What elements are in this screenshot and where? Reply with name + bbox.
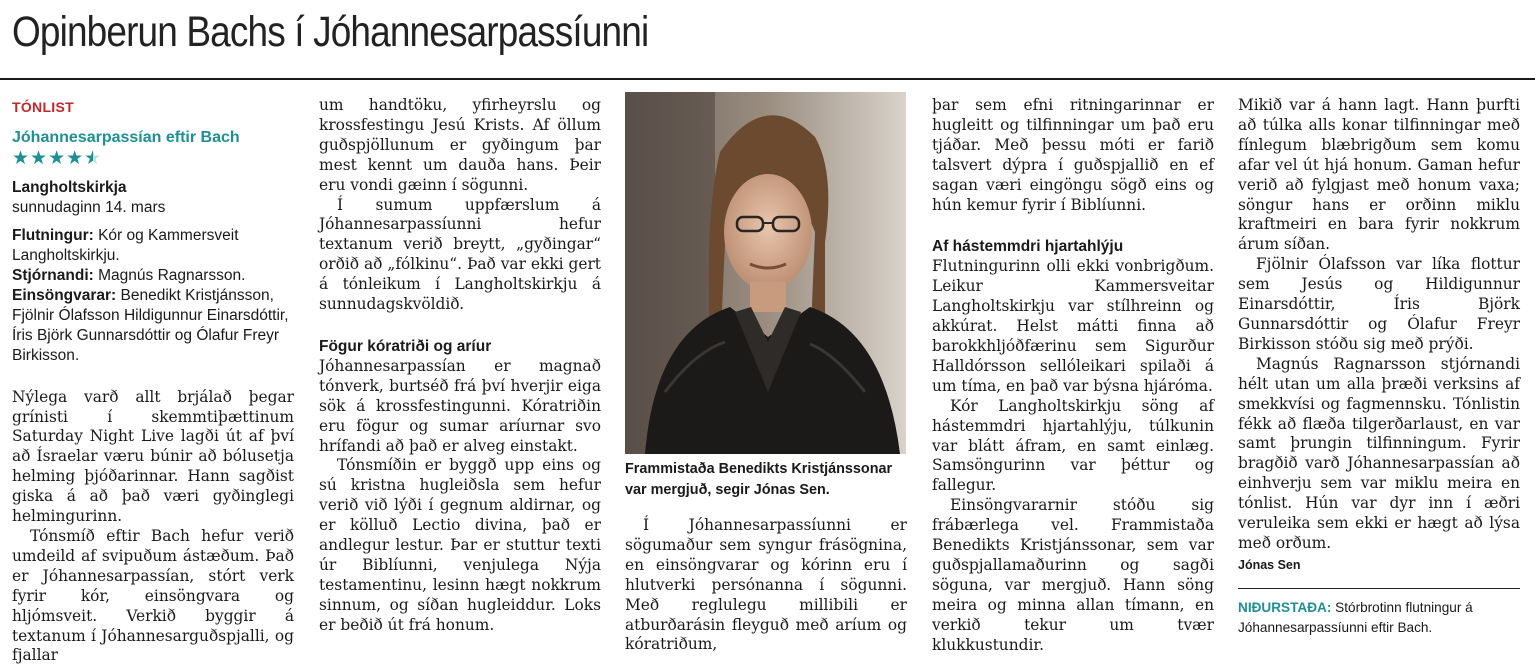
- soloists: Benedikt Kristjánsson, Fjölnir Ólafsson Hildigunnur Einarsdóttir, Íris Björk Gunnarsdóttir og Ólafur Freyr Birkisson.: [12, 286, 289, 364]
- paragraph: Jóhannesarpassían er magnað tónverk, burtséð frá því hverjir eiga sök á krossfestingunni. Kóratriðin eru fögur og sumar aríurnar svo hrífandi að það er alveg einstakt.: [319, 356, 601, 455]
- paragraph: um handtöku, yfirheyrslu og krossfestingu Jesú Krists. Af öllum guðspjöllunum er gyðingum þar mest kennt um dauða hans. Þeir eru vondi gæinn í sögunni.: [319, 96, 601, 194]
- photo-illustration: [625, 92, 906, 454]
- headline: Opinberun Bachs í Jóhannesarpassíunni: [12, 8, 649, 56]
- concert-date: sunnudaginn 14. mars: [12, 198, 166, 216]
- work-title: Jóhannesarpassían eftir Bach: [12, 128, 240, 146]
- paragraph: Tónsmíðin er byggð upp eins og sú kristna hugleiðsla sem hefur verið við lýði í gegnum aldirnar, og er kölluð Lectio divina, það er andlegur lestur. Þar er stuttur texti úr Biblíunni, venjulega Nýja testamentinu, lesinn hægt nokkrum sinnum, og síðan hugleiddur. Loks er beðið út frá honum.: [319, 456, 601, 634]
- paragraph: Mikið var á hann lagt. Hann þurfti að túlka alls konar tilfinningar með fínlegum blæbrigðum sem komu afar vel út hjá honum. Gaman hefur verið að fylgjast með honum vaxa; söngur hans er orðinn miklu kraftmeiri en bara fyrir nokkrum árum síðan.: [1238, 96, 1520, 254]
- paragraph: Í Jóhannesarpassíunni er sögumaður sem syngur frásögnina, en einsöngvarar og kórinn eru í hlutverki persónanna í sögunni. Með reglulegu millibili er atburðarásin fleyguð með aríum og kóratriðum,: [625, 516, 907, 654]
- star-icon-half: ★: [84, 146, 103, 169]
- conductor: Magnús Ragnarsson.: [93, 266, 246, 284]
- portrait-photo: [625, 92, 906, 454]
- paragraph: Tónsmíð eftir Bach hefur verið umdeild af svipuðum ástæðum. Það er Jóhannesarpassían, stórt verk fyrir kór, einsöngvara og hljómsveit. Verkið byggir á textanum í Jóhannesarguðspjalli, og fjallar: [12, 526, 294, 665]
- performers-label: Flutningur:: [12, 226, 94, 244]
- paragraph: Einsöngvararnir stóðu sig frábærlega vel. Frammistaða Benedikts Kristjánssonar, sem var guðspjallamaðurinn og sagði söguna, var mergjuð. Hann söng meira og minna allan tímann, en verkið tekur um tvær klukkustundir.: [932, 496, 1214, 654]
- paragraph: þar sem efni ritningarinnar er hugleitt og tilfinningar um það eru tjáðar. Með þessu móti er farið talsvert dýpra í guðspjallið en ef sagan væri eingöngu sögð eins og hún kemur fyrir í Biblíunni.: [932, 96, 1214, 214]
- paragraph: Magnús Ragnarsson stjórnandi hélt utan um alla þræði verksins af smekkvísi og fagmennsku. Tónlistin fékk að flæða tilgerðarlaust, en var samt þrungin tilfinningum. Fyrir bragðið varð Jóhannesarpassían að einhverju sem var miklu meira en tónlist. Hún var dyr inn í æðri veruleika sem ekki er hægt að lýsa með orðum.: [1238, 354, 1520, 552]
- column-4: [932, 96, 1214, 655]
- category-kicker: TÓNLIST: [12, 99, 74, 115]
- subheading: Fögur kóratriði og aríur: [319, 337, 492, 355]
- column-2: [319, 96, 601, 636]
- column-5: [1238, 96, 1520, 576]
- author-byline: Jónas Sen: [1238, 557, 1301, 572]
- paragraph: Fjölnir Ólafsson var líka flottur sem Jesús og Hildigunnur Einarsdóttir, Íris Björk Gunnarsdóttir og Ólafur Freyr Birkisson stóðu sig með prýði.: [1238, 255, 1520, 353]
- paragraph: Kór Langholtskirkju söng af hástemmdri hjartahlýju, túlkunin var blátt áfram, en samt einlæg. Samsöngurinn var þéttur og fallegur.: [932, 396, 1214, 495]
- verdict-divider: [1238, 588, 1520, 589]
- verdict-text: Stórbrotinn flutningur á Jóhannesarpassíunni eftir Bach.: [1238, 600, 1473, 635]
- star-rating: [12, 148, 294, 168]
- verdict-label: NIÐURSTAÐA:: [1238, 600, 1332, 615]
- star-icons-filled: ★★★★: [12, 146, 85, 169]
- credits: [12, 226, 294, 366]
- venue: Langholtskirkja: [12, 178, 127, 196]
- paragraph: Í sumum uppfærslum á Jóhannesarpassíunni hefur textanum verið breytt, „gyðingar“ orðið að „fólkinu“. Það var ekki gert á tónleikum í Langholtskirkju á sunnudagskvöldið.: [319, 195, 601, 314]
- soloists-label: Einsöngvarar:: [12, 286, 117, 304]
- paragraph: Nýlega varð allt brjálað þegar grínisti í skemmtiþættinum Saturday Night Live lagði út af því að Ísraelar væru búnir að bólusetja helming þjóðarinnar. Hann sagðist giska á að það væri gyðinglegi helmingurinn.: [12, 387, 294, 526]
- column-1: [12, 96, 294, 666]
- paragraph: Flutningurinn olli ekki vonbrigðum. Leikur Kammersveitar Langholtskirkju var stílhreinn og akkúrat. Helst mátti finna að barokkhljóðfærinu sem Sigurður Halldórsson sellóleikari spilaði á um tíma, en það var býsna hjáróma.: [932, 257, 1214, 395]
- verdict-box: [1238, 598, 1523, 638]
- photo-caption: Frammistaða Benedikts Kristjánssonar var mergjuð, segir Jónas Sen.: [625, 461, 893, 498]
- headline-rule: [0, 78, 1535, 80]
- performers: Kór og Kammersveit Langholtskirkju.: [12, 226, 239, 264]
- subheading: Af hástemmdri hjartahlýju: [932, 238, 1124, 256]
- column-3: [625, 516, 907, 655]
- conductor-label: Stjórnandi:: [12, 266, 94, 284]
